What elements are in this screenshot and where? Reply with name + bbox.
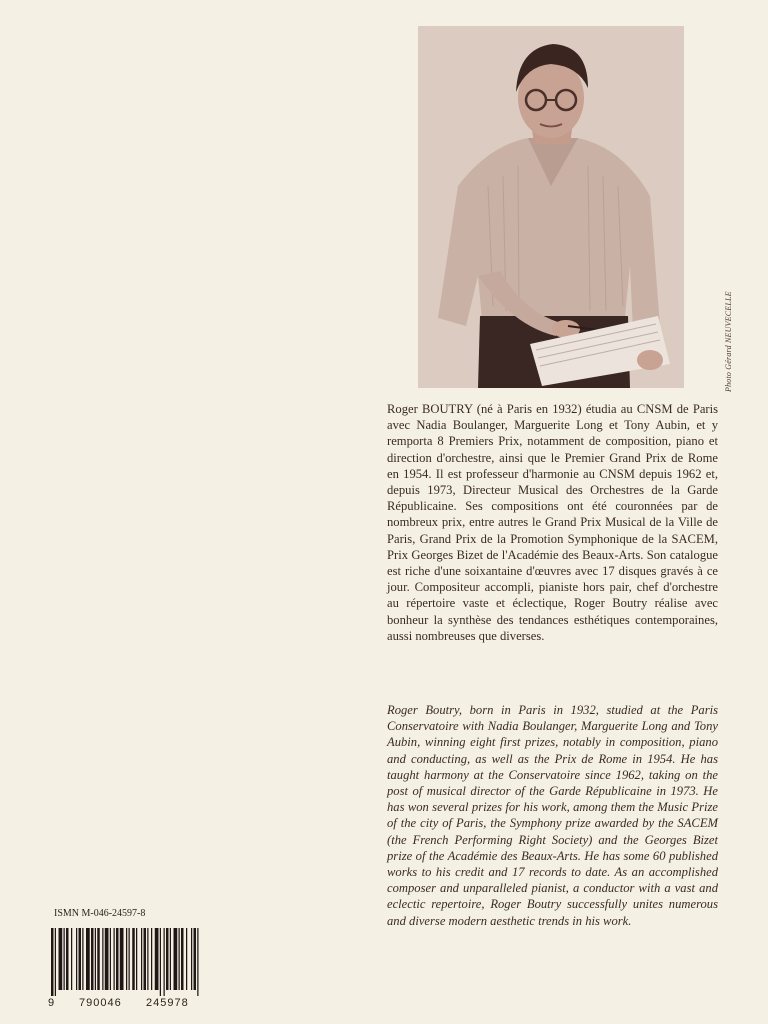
barcode-bar (129, 928, 130, 990)
barcode-bar (91, 928, 94, 990)
barcode-bar (97, 928, 100, 990)
biography-french: Roger BOUTRY (né à Paris en 1932) étudia au CNSM de Paris avec Nadia Boulanger, Marguerite Long et Tony Aubin, et y remporta 8 Premiers Prix, notamment de composition, piano et direction d'orchestre, ainsi que le Premier Grand Prix de Rome en 1954. Il est professeur d'harmonie au CNSM depuis 1962 et, depuis 1973, Directeur Musical des Orchestres de la Garde Républicaine. Ses compositions ont été couronnées par de nombreux prix, entre autres le Grand Prix Musical de la Ville de Paris, Grand Prix de la Promotion Symphonique de la SACEM, Prix Georges Bizet de l'Académie des Beaux-Arts. Son catalogue est riche d'une soixantaine d'œuvres avec 17 disques gravés à ce jour. Compositeur accompli, pianiste hors pair, chef d'orchestre au répertoire vaste et éclectique, Roger Boutry réalise avec bonheur la synthèse des tendances esthétiques contemporaines, aussi nombreuses que diverses. (387, 402, 718, 643)
photo-credit: Photo Gérard NEUVECELLE (724, 291, 733, 392)
barcode-bar (174, 928, 178, 990)
barcode-bar (166, 928, 169, 990)
barcode-bar (136, 928, 137, 990)
barcode-bar (59, 928, 63, 990)
barcode-bar (151, 928, 152, 990)
barcode-bar (160, 928, 161, 996)
barcode (51, 928, 201, 996)
barcode-bar (114, 928, 115, 990)
barcode-bar (144, 928, 147, 990)
barcode-bar (76, 928, 77, 990)
barcode-left-group: 790046 (79, 997, 122, 1009)
biography-english: Roger Boutry, born in Paris in 1932, studied at the Paris Conservatoire with Nadia Boulanger, Marguerite Long and Tony Aubin, winning eight first prizes, notably in composition, piano and conducting, as well as the Prix de Rome in 1954. He has taught harmony at the Conservatoire since 1962, taking on the post of musical director of the Garde Républicaine in 1973. He has won several prizes for his work, among them the Music Prize of the city of Paris, the Symphony prize awarded by the SACEM (the French Performing Right Society) and the Georges Bizet prize of the Académie des Beaux-Arts. He has some 60 published works to his credit and 17 records to date. As an accomplished composer and unparalleled pianist, a conductor with a vast and eclectic repertoire, Roger Boutry successfully unites numerous and diverse modern aesthetic trends in his work. (387, 703, 718, 928)
barcode-bar (102, 928, 103, 990)
barcode-right-group: 245978 (146, 997, 189, 1009)
portrait-illustration (418, 26, 684, 388)
barcode-bar (194, 928, 197, 990)
barcode-bar (186, 928, 187, 990)
barcode-bar (141, 928, 142, 990)
barcode-bar (71, 928, 72, 990)
barcode-digits (48, 997, 208, 1011)
barcode-bar (105, 928, 109, 990)
barcode-bar (126, 928, 127, 990)
barcode-bar (51, 928, 54, 996)
ismn-number: ISMN M-046-24597-8 (54, 908, 146, 919)
barcode-bar (66, 928, 69, 990)
barcode-bar (79, 928, 82, 990)
barcode-bar (82, 928, 83, 990)
barcode-bar (191, 928, 192, 990)
barcode-bar (147, 928, 148, 990)
barcode-bar (120, 928, 124, 990)
barcode-bar (110, 928, 111, 990)
barcode-bar (95, 928, 96, 990)
barcode-bar (155, 928, 159, 990)
barcode-bar (64, 928, 65, 990)
barcode-bar (164, 928, 165, 996)
barcode-bar (197, 928, 198, 996)
barcode-bar (179, 928, 180, 990)
barcode-bar (86, 928, 90, 990)
barcode-bar (181, 928, 184, 990)
portrait-photo (418, 26, 684, 388)
barcode-first-digit: 9 (48, 997, 55, 1009)
barcode-bar (55, 928, 56, 996)
barcode-bar (132, 928, 135, 990)
barcode-bar (116, 928, 119, 990)
barcode-bar (170, 928, 171, 990)
